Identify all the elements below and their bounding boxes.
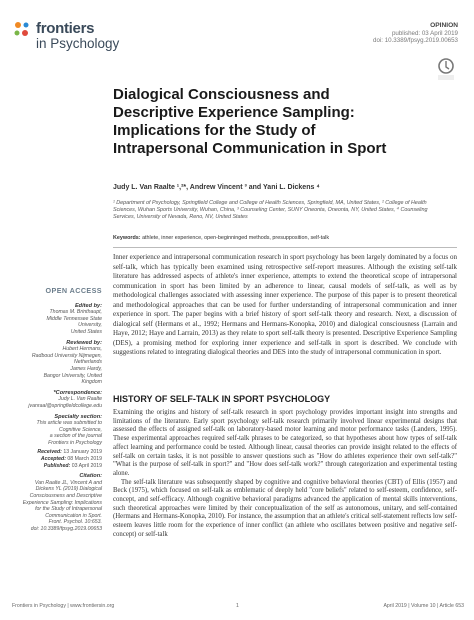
check-for-updates-icon[interactable] [436,58,456,82]
specialty-label: Specialty section: [54,413,102,420]
accepted-row [22,456,102,463]
published-date: published: 03 April 2019 [391,29,458,37]
section-body [113,409,457,540]
footer-volume: April 2019 | Volume 10 | Article 653 [383,603,464,609]
article-type: OPINION [430,22,458,29]
reviewer-line: James Hardy, [70,365,102,372]
footer-journal-link[interactable]: Frontiers in Psychology | www.frontiersin.org [12,603,115,609]
article-meta [373,22,458,45]
accepted-label: Accepted: [40,456,66,463]
citation-label: Citation: [79,473,102,480]
page-number: 1 [236,603,239,609]
received-label: Received: [37,449,62,456]
specialty-line: Frontiers in Psychology [48,439,102,446]
reviewer-line: Bangor University, United Kingdom [43,372,102,386]
keywords-label: Keywords: [113,235,141,241]
published-row [22,463,102,470]
specialty-line: Cognitive Science, [59,426,102,433]
corr-name: Judy L. Van Raalte [58,396,102,403]
doi[interactable]: doi: 10.3389/fpsyg.2019.00653 [373,37,458,45]
citation-line: for the Study of Intrapersonal [35,506,102,513]
citation-line: Experience Sampling: Implications [22,499,102,506]
correspondence-label: *Correspondence: [53,389,102,396]
received-row [22,449,102,456]
published-date-side: 03 April 2019 [71,462,102,469]
reviewed-by-label: Reviewed by: [66,339,102,346]
citation-line: Front. Psychol. 10:653. [48,519,102,526]
authors: Judy L. Van Raalte ¹,²*, Andrew Vincent ³ and Yani L. Dickens ⁴ [113,184,320,191]
affiliations: ¹ Department of Psychology, Springfield College and College of Health Sciences, Springfield, MA, United States, ² College of Health Sciences, Wuhan Sports University, Wuhan, China, ³ Counseling Center, SUNY Oneonta, Oneonta, NY, United States, ⁴ Counseling Services, University of Nevada, Reno, NV, United States [113,200,428,220]
article-info-sidebar [22,288,102,533]
frontiers-logo-icon [12,20,32,40]
specialty-line: a section of the journal [49,433,102,440]
open-access-label: OPEN ACCESS [45,286,102,295]
editor-line: Middle Tennessee State University, [46,315,102,329]
published-label: Published: [43,462,71,469]
citation-line: Communication in Sport. [45,512,102,519]
abstract: Inner experience and intrapersonal communication research in sport psychology has been largely dominated by a focus on self-talk, which has typically been examined using retrospective self-report measures. Although the existing self-talk literature has addressed aspects of athlete's inner experience, attempts to extend the theoretical scope of intrapersonal communication in sport has been limited by an adherence to linear, causal models of self-talk, as well as by methodological challenges associated with assessing inner experience. The purpose of this paper is to present theoretical and methodological approaches that can be used for further understanding of intrapersonal communication and inner experience in sport. The paper begins with a brief history of sport self-talk theory and research. Next, a discussion of dialogical self (Hermans et al., 1992; Hermans and Hermans-Konopka, 2010) and dialogical consciousness (Larrain and Haye, 2012; Haye and Larrain, 2013) as they relate to sport self-talk theory is presented. Descriptive Experience Sampling (DES), a promising method for exploring inner experience and self-talk in sport is described. We conclude with suggestions related to integrating dialogical theories and DES into the study of intrapersonal communication in sport. [113,253,457,356]
editor-line: Thomas M. Brinthaupt, [49,309,102,316]
reviewer-line: Hubert Hermans, [62,346,102,353]
citation-line[interactable]: doi: 10.3389/fpsyg.2019.00653 [30,526,102,532]
citation-line: Dickens YL (2019) Dialogical [35,486,102,493]
reviewer-line: Netherlands [74,359,102,366]
journal-subname: in Psychology [36,36,120,51]
section-heading: HISTORY OF SELF-TALK IN SPORT PSYCHOLOGY [113,394,331,404]
edited-by-label: Edited by: [74,302,102,309]
accepted-date: 08 March 2019 [67,456,102,463]
reviewer-line: Radboud University Nijmegen, [31,352,102,359]
divider [113,247,457,248]
paragraph: The self-talk literature was subsequently shaped by cognitive and cognitive behavioral theories (CBT) of Ellis (1957) and Beck (1975), which focused on self-talk as emblematic of deeply held "core beliefs" related to self-esteem, confidence, self-concept, and self-efficacy. Although cognitive behavioral paradigms advanced the application of mental skills interventions, such theoretical approaches were limited by their conceptualization of the self as autonomous, unitary, and self-contained (Hermans and Hermans-Konopka, 2010). For instance, the assumption that an athlete's critical self-statement reflects low self-esteem leaves little room for the experience of inner conflict (an athlete who oscillates between positive and negative self-concept) or self-talk [113,478,457,538]
citation-line: Van Raalte JL, Vincent A and [34,479,102,486]
page-header [0,0,474,60]
received-date: 13 January 2019 [63,449,102,456]
citation-line: Consciousness and Descriptive [29,493,102,500]
paragraph: Examining the origins and history of self-talk research in sport psychology provides important insight into strengths and limitations of the literature. Early sport psychology self-talk research primarily involved linear experimental designs that assessed the effects of assigned self-talk on laboratory-based motor learning and motor performance tasks (Landers, 1995). These experimental approaches required self-talk phrases to be categorized, so that hypotheses about how types of self-talk affect learning and performance could be tested. Although linear, causal theories can provide insight related to the effects of self-talk on certain tasks, it is not possible to answer questions such as "How do athletes experience their own self-talk?" "What is the purpose of self-talk in sport?" and "How does self-talk work?" through categorization and experimental testing alone. [113,409,457,477]
journal-logo[interactable] [12,20,122,54]
journal-name: frontiers [36,20,95,37]
article-title: Dialogical Consciousness and Descriptive Experience Sampling: Implications for the Study of Intrapersonal Communication in Sport [113,86,387,157]
keywords [113,235,448,242]
keywords-text: athlete, inner experience, open-beginninged methods, presupposition, self-talk [142,235,330,241]
editor-line: United States [70,328,102,335]
specialty-line: This article was submitted to [36,420,102,427]
corr-email[interactable]: jvanraal@springfieldcollege.edu [28,402,102,409]
